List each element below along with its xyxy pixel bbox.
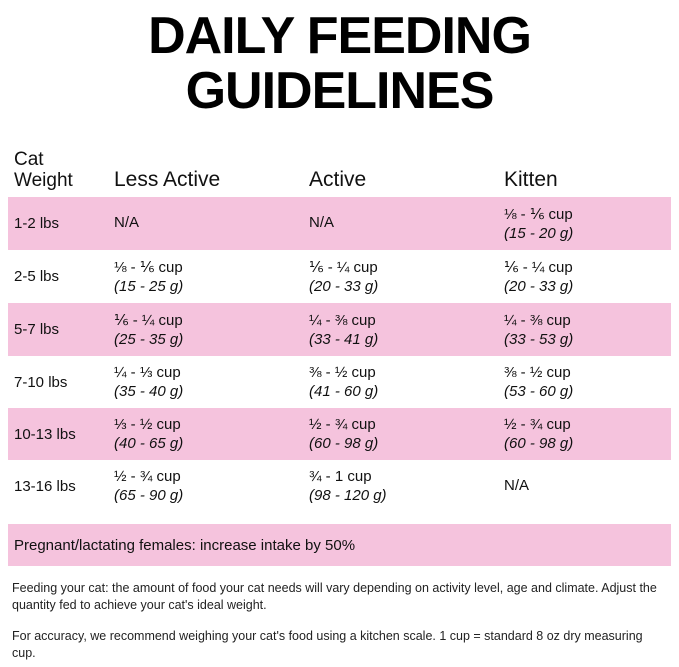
cell-cat-weight: 1-2 lbs (14, 215, 60, 233)
cell-less-active (108, 250, 303, 303)
cell-amount: ⅜ - ½ cup (504, 364, 571, 382)
column-header-less-active: Less Active (114, 168, 221, 192)
cell-amount: ⅛ - ⅙ cup (114, 259, 183, 277)
cell-amount: ½ - ¾ cup (309, 416, 376, 434)
cell-grams: (15 - 25 g) (114, 278, 184, 296)
cell-grams: (65 - 90 g) (114, 487, 184, 505)
table-row (8, 303, 671, 356)
cell-cat-weight: 10-13 lbs (14, 425, 76, 443)
cell-grams: (25 - 35 g) (114, 331, 184, 349)
cell-amount: ¼ - ⅜ cup (504, 311, 571, 329)
cell-amount: ⅓ - ½ cup (114, 416, 181, 434)
cell-grams: (33 - 53 g) (504, 330, 574, 348)
pregnancy-note: Pregnant/lactating females: increase intake by 50% (8, 524, 671, 566)
cell-grams: (98 - 120 g) (309, 487, 387, 505)
cell-grams: (33 - 41 g) (309, 330, 379, 348)
footnote-feeding-advice: Feeding your cat: the amount of food your cat needs will vary depending on activity level, age and climate. Adjust the quantity fed to achieve your cat's ideal weight. (12, 581, 657, 613)
cell-less-active (108, 408, 303, 460)
column-header-cat-weight-line-1: Cat (14, 148, 44, 170)
cell-active (303, 250, 498, 303)
cell-grams: (60 - 98 g) (309, 435, 379, 453)
cell-amount: ⅙ - ¼ cup (504, 259, 573, 277)
page-title-line-2: GUIDELINES (185, 62, 494, 121)
cell-amount: ⅙ - ¼ cup (114, 312, 183, 330)
cell-amount: N/A (504, 476, 530, 494)
table-row (8, 408, 671, 460)
cell-amount: ¼ - ⅓ cup (114, 364, 181, 382)
cell-amount: ¾ - 1 cup (309, 468, 372, 486)
cell-kitten (498, 356, 671, 408)
cell-amount: ⅜ - ½ cup (309, 364, 376, 382)
cell-amount: N/A (309, 214, 335, 232)
page-title-line-1: DAILY FEEDING (148, 7, 531, 65)
cell-grams: (20 - 33 g) (504, 278, 574, 296)
cell-grams: (15 - 20 g) (504, 225, 574, 243)
cell-kitten (498, 197, 671, 250)
cell-less-active (108, 303, 303, 356)
footnotes (8, 580, 671, 662)
cell-kitten (498, 460, 671, 512)
cell-less-active (108, 460, 303, 512)
cell-kitten (498, 303, 671, 356)
table-row (8, 356, 671, 408)
cell-active (303, 408, 498, 460)
column-header-active: Active (309, 168, 367, 192)
cell-grams: (60 - 98 g) (504, 435, 574, 453)
cell-cat-weight: 5-7 lbs (14, 321, 60, 339)
cell-grams: (41 - 60 g) (309, 383, 379, 401)
cell-amount: ½ - ¾ cup (114, 468, 181, 486)
cell-cat-weight: 13-16 lbs (14, 477, 76, 495)
cell-active (303, 460, 498, 512)
cell-kitten (498, 408, 671, 460)
cell-grams: (40 - 65 g) (114, 435, 184, 453)
cell-active (303, 356, 498, 408)
cell-amount: ⅛ - ⅙ cup (504, 206, 573, 224)
feeding-table (8, 141, 671, 513)
cell-active (303, 303, 498, 356)
cell-amount: ¼ - ⅜ cup (309, 311, 376, 329)
cell-amount: ½ - ¾ cup (504, 416, 571, 434)
table-row (8, 250, 671, 303)
cell-grams: (53 - 60 g) (504, 383, 574, 401)
cell-grams: (20 - 33 g) (309, 278, 379, 296)
cell-amount: N/A (114, 214, 140, 232)
table-header-row (8, 141, 671, 198)
table-row (8, 197, 671, 250)
cell-less-active (108, 356, 303, 408)
cell-kitten (498, 250, 671, 303)
cell-active (303, 197, 498, 250)
page-title (8, 0, 671, 121)
footnote-accuracy-advice: For accuracy, we recommend weighing your cat's food using a kitchen scale. 1 cup = standard 8 oz dry measuring cup. (12, 629, 643, 660)
column-header-cat-weight (8, 141, 108, 198)
cell-cat-weight: 2-5 lbs (14, 268, 60, 286)
cell-grams: (35 - 40 g) (114, 383, 184, 401)
column-header-kitten: Kitten (504, 168, 558, 192)
cell-cat-weight: 7-10 lbs (14, 373, 68, 391)
column-header-cat-weight-line-2: Weight (14, 170, 73, 192)
table-row (8, 460, 671, 512)
cell-amount: ⅙ - ¼ cup (309, 259, 378, 277)
cell-less-active (108, 197, 303, 250)
